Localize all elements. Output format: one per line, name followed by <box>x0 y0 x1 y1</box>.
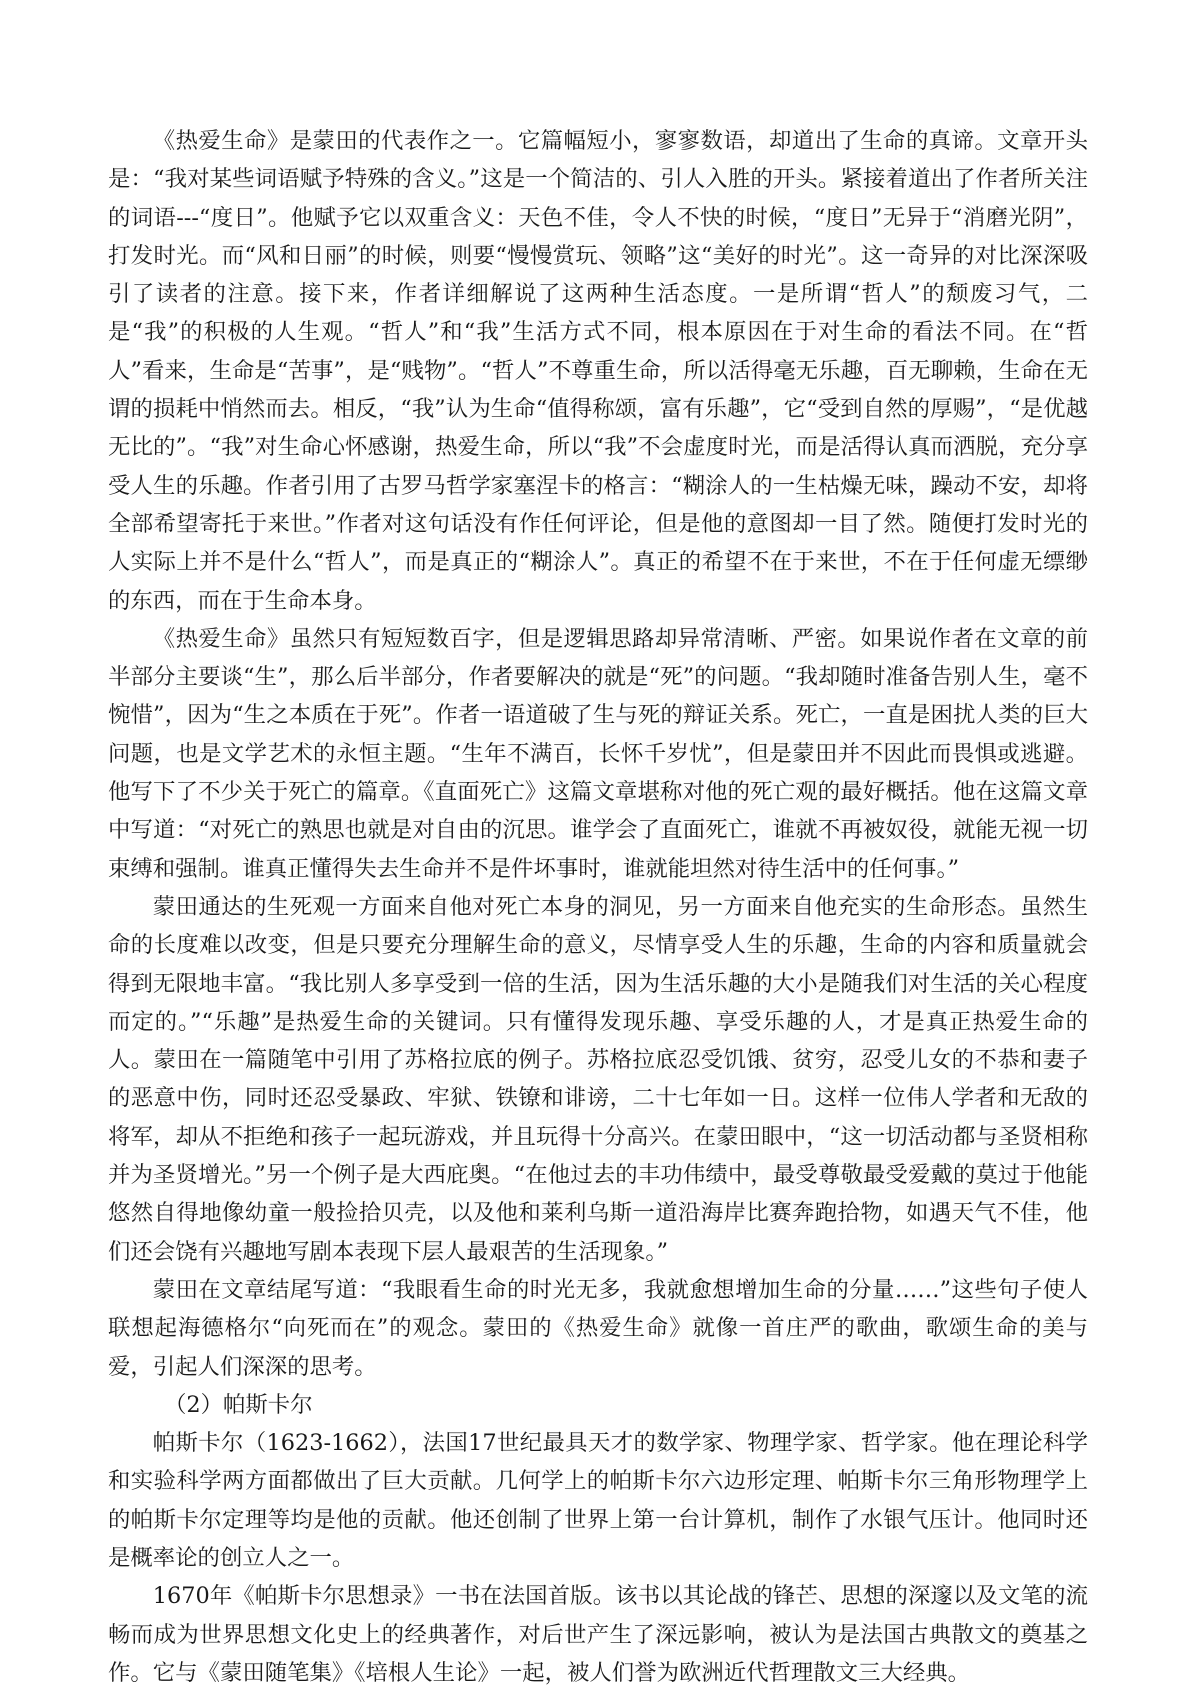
paragraph-pascal-bio: 帕斯卡尔（1623-1662），法国17世纪最具天才的数学家、物理学家、哲学家。他在理论科学和实验科学两方面都做出了巨大贡献。几何学上的帕斯卡尔六边形定理、帕斯卡尔三角形物理学上的帕斯卡尔定理等均是他的贡献。他还创制了世界上第一台计算机，制作了水银气压计。他同时还是概率论的创立人之一。 <box>108 1430 1088 1571</box>
document-page <box>108 122 1088 1692</box>
paragraph-montaigne-love-of-life: 《热爱生命》是蒙田的代表作之一。它篇幅短小，寥寥数语，却道出了生命的真谛。文章开头是：“我对某些词语赋予特殊的含义。”这是一个简洁的、引人入胜的开头。紧接着道出了作者所关注的词语---“度日”。他赋予它以双重含义：天色不佳，令人不快的时候，“度日”无异于“消磨光阴”，打发时光。而“风和日丽”的时候，则要“慢慢赏玩、领略”这“美好的时光”。这一奇异的对比深深吸引了读者的注意。接下来，作者详细解说了这两种生活态度。一是所谓“哲人”的颓废习气，二是“我”的积极的人生观。“哲人”和“我”生活方式不同，根本原因在于对生命的看法不同。在“哲人”看来，生命是“苦事”，是“贱物”。“哲人”不尊重生命，所以活得毫无乐趣，百无聊赖，生命在无谓的损耗中悄然而去。相反，“我”认为生命“值得称颂，富有乐趣”，它“受到自然的厚赐”，“是优越无比的”。“我”对生命心怀感谢，热爱生命，所以“我”不会虚度时光，而是活得认真而洒脱，充分享受人生的乐趣。作者引用了古罗马哲学家塞涅卡的格言：“糊涂人的一生枯燥无味，躁动不安，却将全部希望寄托于来世。”作者对这句话没有作任何评论，但是他的意图却一目了然。随便打发时光的人实际上并不是什么“哲人”，而是真正的“糊涂人”。真正的希望不在于来世，不在于任何虚无缥缈的东西，而在于生命本身。 <box>108 128 1088 614</box>
section-heading-pascal: （2）帕斯卡尔 <box>164 1391 313 1418</box>
paragraph-joy-of-life: 蒙田通达的生死观一方面来自他对死亡本身的洞见，另一方面来自他充实的生命形态。虽然生命的长度难以改变，但是只要充分理解生命的意义，尽情享受人生的乐趣，生命的内容和质量就会得到无限地丰富。“我比别人多享受到一倍的生活，因为生活乐趣的大小是随我们对生活的关心程度而定的。”“乐趣”是热爱生命的关键词。只有懂得发现乐趣、享受乐趣的人，才是真正热爱生命的人。蒙田在一篇随笔中引用了苏格拉底的例子。苏格拉底忍受饥饿、贫穷，忍受儿女的不恭和妻子的恶意中伤，同时还忍受暴政、牢狱、铁镣和诽谤，二十七年如一日。这样一位伟人学者和无敌的将军，却从不拒绝和孩子一起玩游戏，并且玩得十分高兴。在蒙田眼中，“这一切活动都与圣贤相称并为圣贤增光。”另一个例子是大西庇奥。“在他过去的丰功伟绩中，最受尊敬最受爱戴的莫过于他能悠然自得地像幼童一般捡拾贝壳，以及他和莱利乌斯一道沿海岸比赛奔跑拾物，如遇天气不佳，他们还会饶有兴趣地写剧本表现下层人最艰苦的生活现象。” <box>108 893 1088 1265</box>
paragraph-life-and-death: 《热爱生命》虽然只有短短数百字，但是逻辑思路却异常清晰、严密。如果说作者在文章的前半部分主要谈“生”，那么后半部分，作者要解决的就是“死”的问题。“我却随时准备告别人生，毫不惋惜”，因为“生之本质在于死”。作者一语道破了生与死的辩证关系。死亡，一直是困扰人类的巨大问题，也是文学艺术的永恒主题。“生年不满百，长怀千岁忧”，但是蒙田并不因此而畏惧或逃避。他写下了不少关于死亡的篇章。《直面死亡》这篇文章堪称对他的死亡观的最好概括。他在这篇文章中写道：“对死亡的熟思也就是对自由的沉思。谁学会了直面死亡，谁就不再被奴役，就能无视一切束缚和强制。谁真正懂得失去生命并不是件坏事时，谁就能坦然对待生活中的任何事。” <box>108 625 1088 882</box>
paragraph-pascal-pensees: 1670年《帕斯卡尔思想录》一书在法国首版。该书以其论战的锋芒、思想的深邃以及文笔的流畅而成为世界思想文化史上的经典著作，对后世产生了深远影响，被认为是法国古典散文的奠基之作。它与《蒙田随笔集》《培根人生论》一起，被人们誉为欧洲近代哲理散文三大经典。 <box>108 1583 1088 1686</box>
paragraph-conclusion: 蒙田在文章结尾写道：“我眼看生命的时光无多，我就愈想增加生命的分量……”这些句子使人联想起海德格尔“向死而在”的观念。蒙田的《热爱生命》就像一首庄严的歌曲，歌颂生命的美与爱，引起人们深深的思考。 <box>108 1276 1088 1380</box>
